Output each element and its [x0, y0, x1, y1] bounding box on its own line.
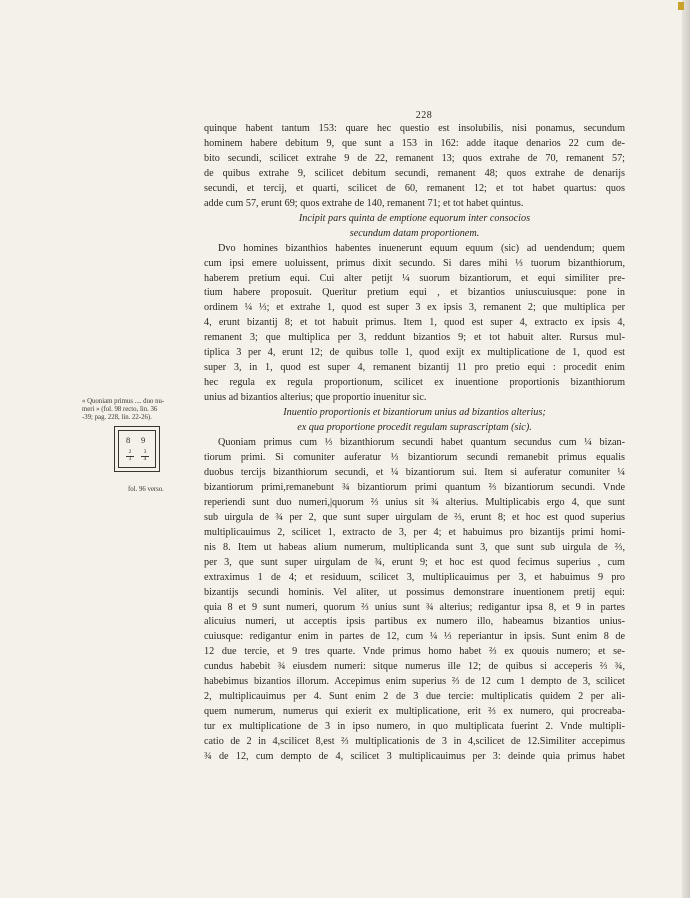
- margin-note-line: -39; pag. 228, lin. 22-26).: [82, 414, 152, 422]
- diagram-fraction-right-den: 4: [143, 455, 147, 462]
- margin-note-line: « Quoniam primus .... duo nu-: [82, 398, 165, 405]
- diagram-fraction-right: [141, 450, 149, 462]
- text-line: tium habere proposuit. Queritur pretium equi , et bizantios uniuscuiusque: pone in: [204, 287, 625, 299]
- section-heading-line: ex qua proportione procedit regulam suprascriptam (sic).: [297, 422, 532, 434]
- text-line: quia 8 et 9 sunt numeri, quorum ⅔ unius sunt ¾ alterius; redigantur ipsa 8, et 9 in partes: [204, 601, 625, 613]
- text-line: cundus habebit ¾ eiusdem numeri: sitque numerus ille 12; de quibus si acceperis ⅔ ¾,: [204, 661, 625, 673]
- diagram-fraction-right-num: 3: [141, 450, 149, 457]
- text-line: de quibus extrahe 9, scilicet debitum secundi, remanent 48; quos extrahe de denarijs: [204, 167, 625, 179]
- text-line: quem numerum, numerus qui exierit ex multiplicatione, erit ⅔ ex numero, qui procreaba-: [204, 706, 625, 718]
- page-edge-shadow: [682, 0, 690, 898]
- margin-note: [82, 398, 168, 423]
- text-line: duobus tercijs bizanthiorum secundi, et ¼ bizantiorum sui. Item si auferatur comuniter ¼: [204, 466, 625, 478]
- diagram-number-right: 9: [141, 435, 146, 445]
- margin-diagram: [114, 426, 160, 472]
- section-heading-line: secundum datam proportionem.: [349, 227, 480, 239]
- text-line: cum ipsi emere uoluissent, primus dixit secundo. Si dares mihi ⅓ tuorum bizanthiorum,: [204, 257, 625, 269]
- page-number: 228: [415, 110, 433, 121]
- section-heading-line: Inuentio proportionis et bizantiorum unius ad bizantios alterius;: [283, 407, 546, 419]
- text-line: remanent 3; que multiplica per 3, reddunt bizantios 9; et tot habuit alter. Rursus mul-: [204, 332, 625, 344]
- text-line: unius ad bizantios alterius; que proportio inuenitur sic.: [204, 392, 427, 404]
- diagram-fraction-left: [126, 450, 134, 462]
- diagram-fraction-left-den: 3: [128, 455, 132, 462]
- folio-reference: fol. 96 verso.: [128, 486, 164, 493]
- margin-note-line: meri » (fol. 98 recto, lin. 36: [82, 406, 158, 414]
- text-line: quinque habent tantum 153: quare hec questio est insolubilis, nisi ponamus, secundum: [204, 123, 625, 134]
- section-heading-line: Incipit pars quinta de emptione equorum inter consocios: [298, 212, 531, 224]
- text-line: catio de 2 in 4,scilicet 8,est ⅔ multiplicationis de 3 in 4,scilicet de 12.Similiter accepimus: [204, 736, 625, 748]
- text-line: alicuius numeri, ut acceptis ipsis partibus ex numero illo, habeamus bizantios unius-: [204, 616, 625, 628]
- text-line: bizantiorum primi,remanebunt ¾ bizantiorum primi quantum ⅔ bizantiorum secundi. Vnde: [204, 481, 625, 493]
- text-line: tur ex multiplicatione de 3 in ipso numero, in quo multiplicata fuerint 2. Vnde multipli-: [204, 721, 625, 733]
- text-line: extraximus 1 de 4; et residuum, scilicet 3, multiplicauimus per 3, et habuimus 9 pro: [204, 571, 625, 583]
- text-line: Quoniam primus cum ⅓ bizanthiorum secundi habet quantum secundus cum ¼ bizan-: [218, 437, 625, 449]
- text-line: Dvo homines bizanthios habentes inuenerunt equum equum (sic) ad uendendum; quem: [218, 242, 625, 254]
- text-line: secundi, et tercij, et quarti, scilicet de 60, remanent 12; et tot habet quartus: quos: [204, 182, 625, 194]
- text-line: nis 8. Item ut habeas alium numerum, multiplicanda sunt 3, que sunt sub uirgula de ⅔,: [204, 541, 625, 553]
- text-line: bito secundi, scilicet extrahe 9 de 22, remanent 13; quos extrahe de 70, remanent 57;: [204, 152, 625, 164]
- text-line: sub uirgula de ¾ per 2, que sunt super uirgulam de ⅔, erunt 8; et hoc est quod superius: [204, 511, 625, 523]
- text-line: cuiusque: redigantur enim in partes de 12, cum ¼ ⅓ reperiantur in ipsis. Sunt enim 8 de: [204, 631, 625, 643]
- diagram-number-left: 8: [126, 435, 131, 445]
- text-line: multiplicauimus 2, scilicet 1, extracto de 3, per 4; et habuimus pro bizantijs primi homi-: [204, 526, 625, 538]
- corner-tab: [678, 2, 684, 10]
- text-line: ordinem ¼ ⅓; et extrahe 1, quod est super 3 ex ipsis 3, remanent 2; que multiplica per: [204, 302, 625, 314]
- main-text-body: [204, 122, 625, 765]
- text-line: haberem pretium equi. Cui alter petijt ¼ suorum bizantiorum, et equi similiter pre-: [204, 272, 625, 284]
- text-line: habebimus bizantios illorum. Accepimus enim superius ⅔ de 12 cum 1 dempto de 3, scilicet: [204, 676, 625, 688]
- text-line: hec regula ex regula proportionum, scilicet ex inuentione proportionis bizanthiorum: [204, 377, 625, 389]
- text-line: hominem habere debitum 9, que sunt a 153 in 162: adde itaque denarios 22 cum de-: [204, 137, 625, 149]
- text-line: 2, multiplicauimus per 4. Sunt enim 2 de 3 due tercie: multiplicatis quidem 2 per ali-: [204, 691, 625, 703]
- text-line: tiplica 3 per 4, erunt 12; de quibus tolle 1, quod exijt ex multiplicatione de 1, quod est: [204, 347, 625, 359]
- text-line: super 3, in 1, quod est super 4, remanent bizantij 11 pro pretio equi : procedit enim: [204, 362, 625, 374]
- margin-diagram-inner-frame: [118, 430, 156, 468]
- text-line: bizantijs secundi hominis. Vel aliter, ut possimus demonstrare inuentionem pretij equi:: [204, 586, 625, 598]
- text-line: ¾ de 12, cum dempto de 4, scilicet 3 multiplicauimus per 3: deinde quia primus habet: [204, 751, 625, 763]
- diagram-fraction-left-num: 2: [126, 450, 134, 457]
- text-line: tiorum primi. Si comuniter auferatur ⅓ bizantiorum secundi remanebit primus equalis: [204, 451, 625, 463]
- text-line: 12 due tercie, et 9 tres quarte. Vnde primus homo habet ⅔ ex quouis numero; et se-: [204, 646, 625, 658]
- text-line: reperiendi sunt duo numeri,|quorum ⅔ unius sit ¾ alterius. Multiplicabis ergo 4, que sunt: [204, 496, 625, 508]
- text-line: 4, erunt bizantij 8; et tot habuit primus. Item 1, quod est super 4, extracto ex ipsis 4,: [204, 317, 625, 329]
- text-line: per 3, que sunt super uirgulam de ¾, erunt 9; et hoc est quod fecimus superius , cum: [204, 556, 625, 568]
- text-line: adde cum 57, erunt 69; quos extrahe de 140, remanent 71; et tot habet quintus.: [204, 197, 524, 209]
